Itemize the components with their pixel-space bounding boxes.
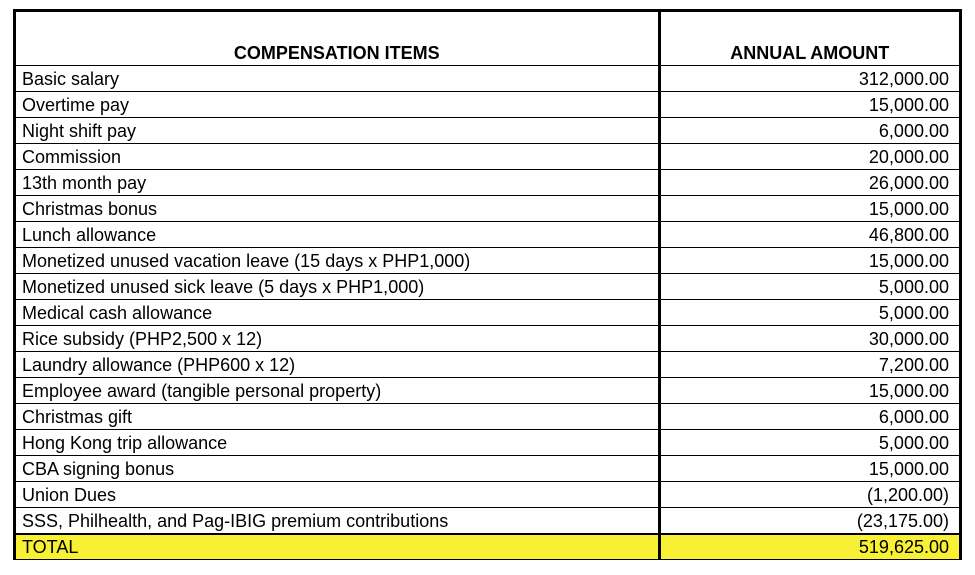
annual-amount-cell: 5,000.00 [659, 300, 959, 326]
annual-amount-cell: 312,000.00 [659, 66, 959, 92]
table-row [16, 222, 959, 248]
table-row [16, 274, 959, 300]
compensation-item-cell: Monetized unused vacation leave (15 days x PHP1,000) [16, 248, 659, 274]
table-row [16, 92, 959, 118]
compensation-item-cell: Basic salary [16, 66, 659, 92]
table-row [16, 326, 959, 352]
table-row [16, 300, 959, 326]
header-compensation-items: COMPENSATION ITEMS [16, 12, 659, 66]
compensation-item-cell: Medical cash allowance [16, 300, 659, 326]
annual-amount-cell: 46,800.00 [659, 222, 959, 248]
table-row [16, 404, 959, 430]
annual-amount-cell: 5,000.00 [659, 274, 959, 300]
table-header-row [16, 12, 959, 66]
compensation-item-cell: Commission [16, 144, 659, 170]
table-body [16, 66, 959, 560]
annual-amount-cell: 15,000.00 [659, 92, 959, 118]
compensation-table-container [13, 9, 962, 560]
compensation-item-cell: Employee award (tangible personal property) [16, 378, 659, 404]
compensation-item-cell: Night shift pay [16, 118, 659, 144]
compensation-item-cell: SSS, Philhealth, and Pag-IBIG premium contributions [16, 508, 659, 535]
compensation-item-cell: Laundry allowance (PHP600 x 12) [16, 352, 659, 378]
table-row [16, 248, 959, 274]
table-row [16, 456, 959, 482]
total-label: TOTAL [16, 534, 659, 559]
table-row [16, 482, 959, 508]
compensation-item-cell: Rice subsidy (PHP2,500 x 12) [16, 326, 659, 352]
annual-amount-cell: 6,000.00 [659, 118, 959, 144]
compensation-item-cell: 13th month pay [16, 170, 659, 196]
total-row [16, 534, 959, 559]
table-row [16, 66, 959, 92]
annual-amount-cell: 15,000.00 [659, 378, 959, 404]
annual-amount-cell: 15,000.00 [659, 456, 959, 482]
annual-amount-cell: 20,000.00 [659, 144, 959, 170]
annual-amount-cell: 15,000.00 [659, 196, 959, 222]
table-row [16, 508, 959, 535]
annual-amount-cell: 7,200.00 [659, 352, 959, 378]
table-row [16, 378, 959, 404]
compensation-item-cell: Hong Kong trip allowance [16, 430, 659, 456]
compensation-item-cell: Overtime pay [16, 92, 659, 118]
annual-amount-cell: 6,000.00 [659, 404, 959, 430]
annual-amount-cell: (1,200.00) [659, 482, 959, 508]
compensation-item-cell: Monetized unused sick leave (5 days x PHP1,000) [16, 274, 659, 300]
table-row [16, 144, 959, 170]
table-row [16, 430, 959, 456]
compensation-table [16, 12, 959, 559]
compensation-item-cell: Christmas gift [16, 404, 659, 430]
compensation-item-cell: Lunch allowance [16, 222, 659, 248]
annual-amount-cell: 26,000.00 [659, 170, 959, 196]
total-amount: 519,625.00 [659, 534, 959, 559]
annual-amount-cell: 15,000.00 [659, 248, 959, 274]
header-annual-amount: ANNUAL AMOUNT [659, 12, 959, 66]
compensation-item-cell: Christmas bonus [16, 196, 659, 222]
compensation-item-cell: CBA signing bonus [16, 456, 659, 482]
table-row [16, 196, 959, 222]
annual-amount-cell: 30,000.00 [659, 326, 959, 352]
annual-amount-cell: (23,175.00) [659, 508, 959, 535]
table-row [16, 118, 959, 144]
compensation-item-cell: Union Dues [16, 482, 659, 508]
annual-amount-cell: 5,000.00 [659, 430, 959, 456]
table-row [16, 352, 959, 378]
table-row [16, 170, 959, 196]
